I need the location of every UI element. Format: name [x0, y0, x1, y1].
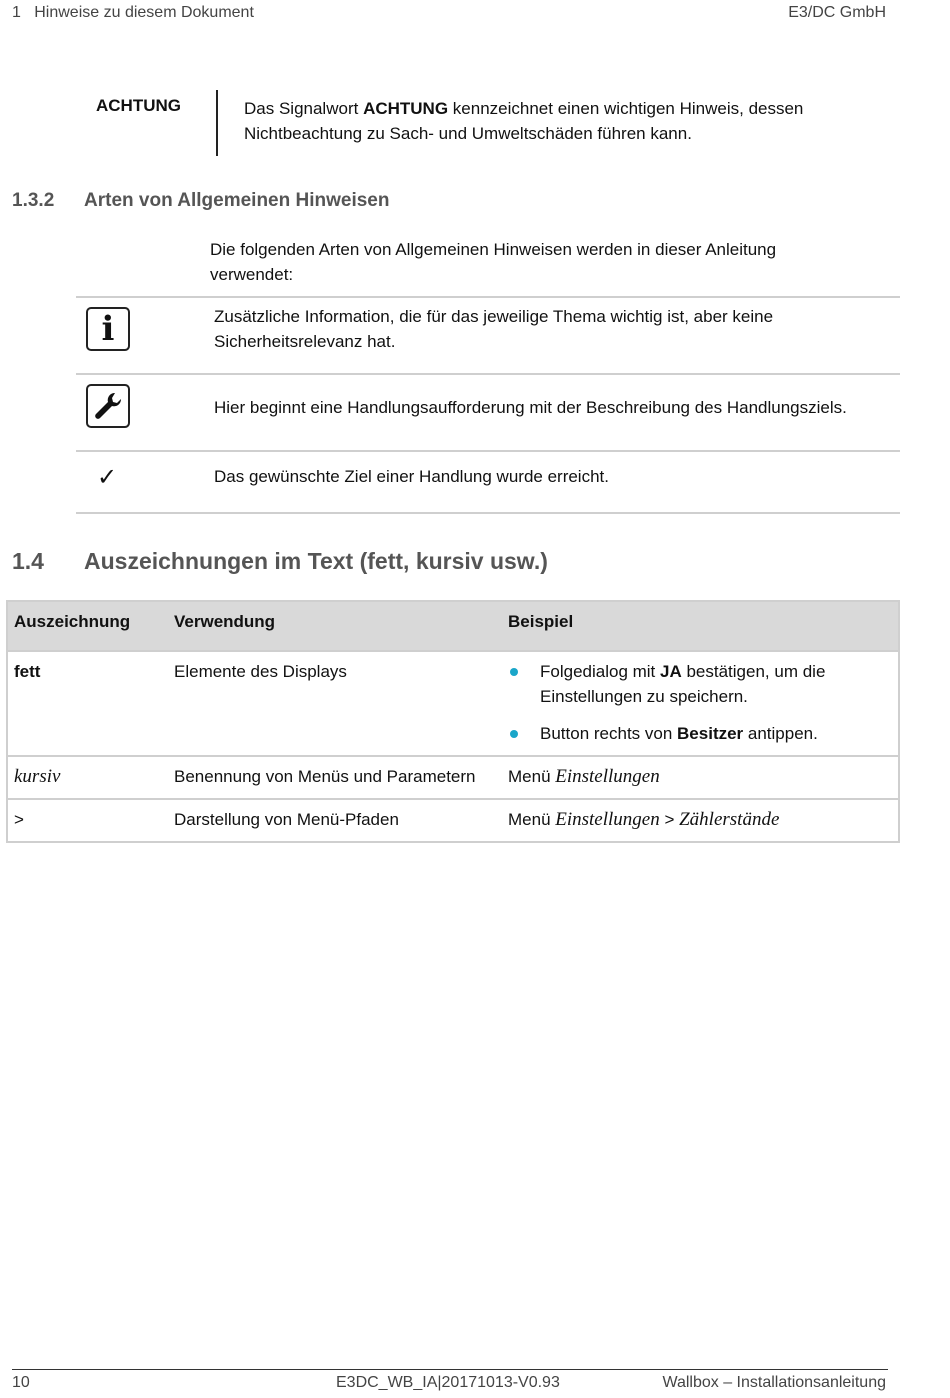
column-header: Auszeichnung [7, 601, 168, 651]
page-number: 10 [12, 1374, 30, 1391]
notice-keyword: ACHTUNG [363, 99, 449, 118]
table-cell: Elemente des Displays [168, 651, 502, 756]
header-company: E3/DC GmbH [788, 4, 886, 21]
table-cell: kursiv [7, 756, 168, 799]
section-intro: Die folgenden Arten von Allgemeinen Hinweisen werden in dieser Anleitung verwendet: [210, 240, 777, 284]
footer-divider [12, 1369, 888, 1370]
section-number: 1.3.2 [12, 190, 55, 211]
section-title: Arten von Allgemeinen Hinweisen [84, 190, 390, 211]
notice-text-part: Das Signalwort [244, 99, 364, 118]
example-list [508, 659, 892, 746]
document-title: Wallbox – Installationsanleitung [662, 1374, 886, 1391]
hint-text-result: Das gewünschte Ziel einer Handlung wurde erreicht. [214, 467, 609, 486]
list-item: Folgedialog mit JA bestätigen, um die Einstellungen zu speichern. [508, 659, 892, 709]
divider [76, 450, 900, 452]
table-cell: Menü Einstellungen [502, 756, 899, 799]
header-chapter: 1 Hinweise zu diesem Dokument [12, 4, 254, 21]
section-number: 1.4 [12, 548, 44, 574]
checkmark-icon: ✓ [97, 464, 118, 491]
table-cell: Menü Einstellungen > Zählerstände [502, 799, 899, 842]
list-item: Button rechts von Besitzer antippen. [508, 721, 892, 746]
notice-text-part: kennzeichnet einen wichtigen Hinweis, dessen Nichtbeachtung zu Sach- und Umweltschäden führen kann. [244, 99, 804, 143]
divider [76, 512, 900, 514]
document-id: E3DC_WB_IA|20171013-V0.93 [336, 1374, 560, 1391]
hint-text-info: Zusätzliche Information, die für das jeweilige Thema wichtig ist, aber keine Sicherheitsrelevanz hat. [214, 307, 774, 351]
table-cell [502, 651, 899, 756]
divider [76, 373, 900, 375]
column-header: Verwendung [168, 601, 502, 651]
table-cell: > [7, 799, 168, 842]
markup-table [6, 600, 900, 843]
table-row [7, 651, 899, 756]
column-header: Beispiel [502, 601, 899, 651]
table-row [7, 756, 899, 799]
hint-text-action: Hier beginnt eine Handlungsaufforderung mit der Beschreibung des Handlungsziels. [214, 398, 847, 417]
notice-label: ACHTUNG [96, 96, 181, 115]
divider [76, 296, 900, 298]
table-cell: fett [7, 651, 168, 756]
table-header-row [7, 601, 899, 651]
section-title: Auszeichnungen im Text (fett, kursiv usw.) [84, 548, 548, 574]
wrench-icon [86, 384, 130, 428]
table-cell: Darstellung von Menü-Pfaden [168, 799, 502, 842]
notice-divider [216, 90, 218, 156]
table-row [7, 799, 899, 842]
table-cell: Benennung von Menüs und Parametern [168, 756, 502, 799]
info-icon: i [86, 307, 130, 351]
notice-text [244, 96, 864, 146]
